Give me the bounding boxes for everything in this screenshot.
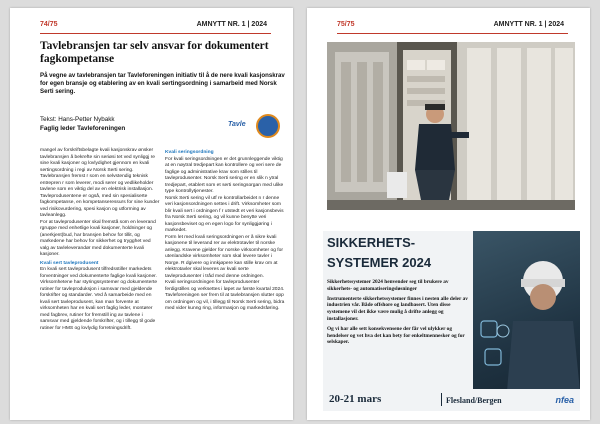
ad-intro: Sikkerhetssystemer 2024 henvender seg til brukere av sikkerhets- og automatiseringsløsninger [327,279,449,292]
header-rule [40,33,271,34]
paragraph: For at tavleprodusenter skal fremstå som en leverand rgruppe med enhetlige kvali kasjoner, holdninger og (anerkjent)bud, har bransjen behov for tillit, og markedene har behov for sikkerhet og trygghet ved valg av tavleleverandør med dokumenterte kvali kasjoner. [40,219,156,257]
switchboard-photo [327,42,575,210]
author: Tekst: Hans-Petter Nybakk [40,116,115,123]
page-header [307,18,590,32]
paragraph: Tavlebransjen fremst r som en selvstendig teknisk entrepren r som leverer, modi serer og vedlikeholder tavlene som en viktig del av en elektrisk installasjon. Tavleprodusentene er også, med sin spesialiserte fagkompetanse, en kompetanseressurs for sine kunder ved risikovurdering, spesi kasjon og utforming av tavleanlegg. [40,174,160,218]
magazine-issue: AMNYTT NR. 1 | 2024 [493,21,564,28]
subheading: Kvali seringsordning [165,150,214,155]
paragraph: Form let med kvali seringsordningen er å sikre kvali kasjonene til leverand rer av elektrotavler til norske anlegg. Kravene gjelder for norske virksomheter og for utenlandske virksomheter som skal levere tavler i Norge. R dgivere og innkjøpere kan stille krav om at elektrotavler skal leveres av kvali serte tavleprodusenter i tråd med denne ordningen. [165,234,283,279]
left-page [10,8,293,420]
magazine-issue: AMNYTT NR. 1 | 2024 [196,21,267,28]
paragraph: En kvali sert tavleprodusent tilfredsstiller markedets forventninger ved dokumenterte faglige kvali kasjoner. Virksomhetene har styringssystemer og dokumenterte rutiner for tavleproduksjon i samsvar med gjeldende forskrifter og standarder. Ved å samarbeide med en kvali sert tavleprodusent, kan man forvente at virksomheten har en kvali sert faglig leder, montører med fagbrev, rutiner for fremstill ing av tavlene i samsvar med gjeldende forskrifter, og i tillegg til gode rutiner for HMS og lovlydig forretningsdrift. [40,267,158,331]
sikkerhetssystemer-ad[interactable] [323,231,580,411]
logo-text: Tavle [228,121,246,128]
event-location: Flesland/Bergen [446,396,502,405]
header-rule [337,33,568,34]
article-title: Tavlebransjen tar selv ansvar for dokumentert fagkompetanse [40,40,269,65]
ad-body [327,279,469,349]
paragraph: Kvali seringsordningen for tavleprodusenter ferdigstilles og verksettes i løpet av første kvartal 2024. [165,280,285,292]
ad-paragraph: Og vi har alle sett konsekvensene der får vel ulykker og hendelser og vet hva det kan bety for enkeltmennesker og for selskaper. [327,325,465,346]
paragraph: For kvali seringsordningen er det grunnleggende viktig at en nøytral tredjepart kan kontrollere og veri sere de faglige og administrative krav som stilles til tavleprodusenter. Norsk Serti sering er en slik n ytral tredjepart, etablert som et serti seringsorgan med ulike type kontrollytjenester. [165,156,284,194]
nfea-logo: nfea [555,395,574,405]
ad-paragraph: Instrumenterte sikkerhetssystemer finnes i nesten alle deler av industrien vår. Både offshore og landbasert. Uten disse systemene vil det ikke være mulig å drifte anlegg og installasjoner. [327,295,468,322]
page-number: 74/75 [40,21,58,28]
logo-emblem-icon [256,114,280,138]
paragraph: Norsk Serti sering vil utf re kontrollarbeidet n r denne veri kasjonsordningen settes i drift. Virksomheter som blir kvali sert i ordningen f r utstedt et veri kasjonsbevis fra Norsk Serti sering, og vil kunne benytte veri kasjonsbeviset og en egen logo for synliggjøring i markedet. [165,195,284,233]
paragraph: mangel av forskriftsbelagte kvali kasjonskrav ønsker tavlebransjen å bekrefte sin seriøsi tet ved synliggj re sine kvali kasjoner og lovlydighet gjennom en kvali sertingsordning i regi av Norsk Serti sering. [40,148,155,173]
page-number: 75/75 [337,21,355,28]
article-lead: På vegne av tavlebransjen tar Tavleforeningen initiativ til å de nere kvali kasjonskrav for egen bransje og etablering av en kvali sertingsordning i samarbeid med Norsk Serti sering. [40,72,285,95]
engineer-hardhat-image [473,231,580,411]
page-header [10,18,293,32]
subheading: Kvali sert tavleprodusent [40,260,99,266]
author-role: Faglig leder Tavleforeningen [40,124,126,132]
ad-title-line-2: SYSTEMER 2024 [327,255,432,270]
ad-image-panel [473,231,580,411]
ad-footer [323,389,580,411]
article-column-2 [165,148,285,313]
right-page [307,8,590,420]
ad-title-line-1: SIKKERHETS- [327,235,416,250]
tavleforeningen-logo [228,110,280,144]
divider [441,393,442,406]
byline [40,116,125,133]
event-date: 20-21 mars [329,393,382,405]
technician-at-switchboard-image [327,42,575,210]
paragraph: Tavleforeningen ser frem til at tavlebransjen slutter opp om ordningen og vil, i tillegg til Norsk Serti sering, bidra med vider kunng ring, informasjon og markedsføring. [165,293,285,311]
article-column-1 [40,148,160,332]
